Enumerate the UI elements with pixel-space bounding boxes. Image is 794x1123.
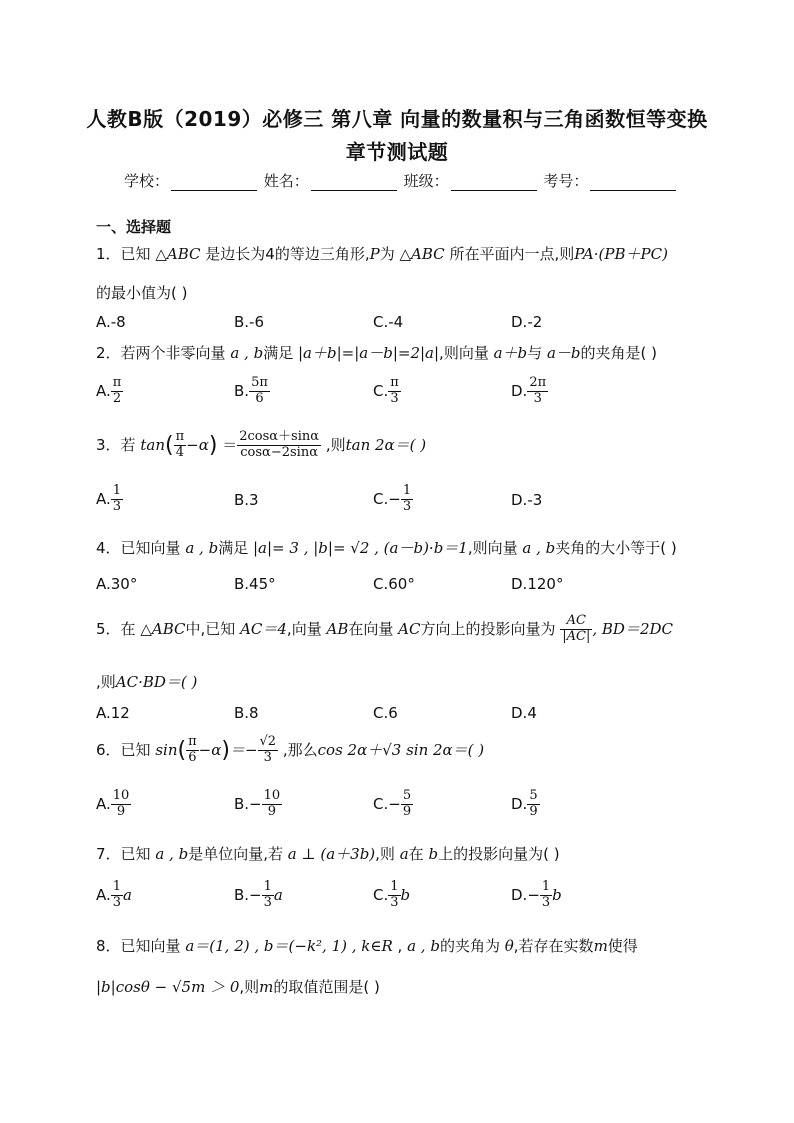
question-text: 是单位向量,若 bbox=[188, 845, 283, 863]
numerator: √2 bbox=[259, 734, 277, 749]
math-var: m bbox=[593, 937, 608, 955]
option-label: A. bbox=[96, 885, 111, 904]
option-c[interactable] bbox=[373, 484, 413, 515]
option-d[interactable]: D.-3 bbox=[511, 491, 543, 509]
option-c[interactable]: C.6 bbox=[373, 704, 398, 722]
question-text: 所在平面内一点,则 bbox=[449, 245, 575, 263]
option-b[interactable] bbox=[234, 376, 270, 407]
math-vector: AC bbox=[398, 619, 421, 638]
fraction bbox=[111, 789, 132, 820]
question-text: ,则向量 bbox=[439, 344, 489, 362]
option-label: D.− bbox=[511, 885, 540, 904]
option-b[interactable]: B.3 bbox=[234, 491, 259, 509]
question-text: 上的投影向量为( ) bbox=[438, 845, 560, 863]
question-text: 已知 bbox=[120, 740, 151, 759]
option-b[interactable] bbox=[234, 789, 282, 820]
option-d[interactable] bbox=[511, 789, 540, 820]
math-text: tan 2α＝( ) bbox=[345, 435, 427, 454]
option-b[interactable]: B.-6 bbox=[234, 313, 265, 331]
math-var: m bbox=[259, 978, 274, 996]
question-8 bbox=[96, 935, 638, 956]
denominator: 3 bbox=[112, 894, 122, 910]
option-c[interactable] bbox=[373, 376, 401, 407]
option-label: D. bbox=[511, 794, 528, 813]
numerator: π bbox=[390, 375, 399, 390]
question-number: 1． bbox=[96, 245, 121, 263]
numerator: 5 bbox=[529, 788, 538, 803]
math-vectors: a , b bbox=[230, 344, 264, 362]
question-6: 6．已知 sin( $\frac{\pi}{6}$ −α)＝− $\frac{√2}{3}$ ,那么cos 2α＋√3 sin 2α＝( ) bbox=[96, 734, 485, 765]
question-text: ,则 bbox=[239, 978, 260, 996]
denominator: 6 bbox=[255, 390, 264, 406]
question-text: 使得 bbox=[607, 937, 638, 955]
denominator: 3 bbox=[541, 894, 551, 910]
fraction bbox=[258, 735, 279, 766]
question-1 bbox=[96, 243, 668, 264]
math-text: −α bbox=[186, 435, 209, 454]
math-expression: |b|cosθ − √5m ＞ 0 bbox=[96, 978, 240, 996]
exam-title-line2: 章节测试题 bbox=[345, 140, 449, 164]
numerator: 1 bbox=[402, 483, 412, 498]
question-8-line2 bbox=[96, 976, 380, 997]
math-vectors: a＝(1, 2) , b＝(−k², 1) , k∈R bbox=[185, 937, 393, 955]
question-number: 5． bbox=[96, 619, 121, 638]
option-label: C. bbox=[373, 885, 389, 904]
math-vector: b bbox=[552, 885, 562, 904]
question-text: ,则 bbox=[96, 673, 116, 691]
question-text: 已知向量 bbox=[120, 539, 181, 557]
denominator: 3 bbox=[263, 749, 272, 765]
question-number: 6． bbox=[96, 740, 121, 759]
denominator: |AC| bbox=[562, 628, 591, 644]
question-number: 8． bbox=[96, 937, 121, 955]
question-number: 3． bbox=[96, 435, 121, 454]
option-c[interactable]: C.-4 bbox=[373, 313, 404, 331]
math-text: −α bbox=[198, 740, 222, 759]
denominator: 3 bbox=[390, 390, 399, 406]
section-title: 一、选择题 bbox=[96, 218, 172, 236]
math-text: ＝− bbox=[229, 740, 258, 759]
question-1-line2: 的最小值为( ) bbox=[96, 284, 188, 302]
number-blank[interactable] bbox=[590, 176, 676, 191]
question-7 bbox=[96, 843, 560, 864]
option-label: A. bbox=[96, 794, 111, 813]
name-blank[interactable] bbox=[311, 176, 397, 191]
math-condition: |a＋b|=|a－b|=2|a| bbox=[298, 344, 440, 362]
math-triangle: △ABC bbox=[155, 245, 201, 263]
fraction bbox=[527, 376, 548, 407]
denominator: 4 bbox=[175, 444, 184, 460]
math-vector: a bbox=[273, 885, 283, 904]
math-vectors: a , b bbox=[407, 937, 440, 955]
fraction bbox=[262, 789, 283, 820]
question-text: 的夹角是( ) bbox=[580, 344, 657, 362]
math-vector: a bbox=[399, 845, 409, 863]
numerator: π bbox=[188, 734, 197, 749]
denominator: 3 bbox=[402, 498, 412, 514]
option-a[interactable]: A.-8 bbox=[96, 313, 126, 331]
option-b[interactable]: B.45° bbox=[234, 575, 276, 593]
question-text: ,则 bbox=[325, 435, 346, 454]
question-text: 与 bbox=[527, 344, 543, 362]
option-d[interactable]: D.120° bbox=[511, 575, 564, 593]
math-func: sin bbox=[155, 740, 178, 759]
math-vectors: a , b bbox=[185, 539, 219, 557]
question-number: 2． bbox=[96, 344, 121, 362]
question-text: 中,已知 bbox=[185, 619, 236, 638]
question-text: 满足 bbox=[218, 539, 249, 557]
math-vectors: a , b bbox=[155, 845, 189, 863]
math-vector: a bbox=[123, 885, 132, 904]
math-func: tan bbox=[140, 435, 165, 454]
number-label: 考号： bbox=[543, 172, 589, 190]
question-text: 夹角的大小等于( ) bbox=[555, 539, 677, 557]
math-vector: b bbox=[400, 885, 411, 904]
fraction bbox=[540, 880, 552, 911]
denominator: 9 bbox=[116, 803, 126, 819]
option-label: A. bbox=[96, 381, 111, 400]
fraction bbox=[527, 789, 539, 820]
fraction bbox=[388, 880, 400, 911]
option-b[interactable]: B.8 bbox=[234, 704, 259, 722]
option-d[interactable]: D.4 bbox=[511, 704, 537, 722]
fraction bbox=[111, 880, 123, 911]
option-a[interactable] bbox=[96, 376, 123, 407]
denominator: 6 bbox=[188, 749, 197, 765]
question-5-line2 bbox=[96, 671, 197, 692]
math-condition: |a|= 3 , |b|= √2 , (a－b)·b＝1 bbox=[253, 539, 468, 557]
student-info-row bbox=[124, 170, 678, 191]
option-label: D. bbox=[511, 381, 528, 400]
math-expression: PA·(PB＋PC) bbox=[574, 245, 668, 263]
question-text: 在向量 bbox=[348, 619, 394, 638]
question-text: ,则向量 bbox=[467, 539, 518, 557]
question-text: 的夹角为 bbox=[439, 937, 500, 955]
fraction bbox=[111, 376, 124, 407]
math-triangle: △ABC bbox=[399, 245, 445, 263]
denominator: 9 bbox=[529, 803, 538, 819]
fraction bbox=[237, 430, 321, 461]
class-label: 班级： bbox=[403, 172, 449, 190]
math-expression: cos 2α＋√3 sin 2α＝( ) bbox=[317, 740, 485, 759]
denominator: 9 bbox=[402, 803, 412, 819]
option-b[interactable] bbox=[234, 880, 283, 911]
option-a[interactable] bbox=[96, 789, 131, 820]
option-c[interactable] bbox=[373, 789, 413, 820]
option-c[interactable] bbox=[373, 880, 410, 911]
option-label: B.− bbox=[234, 794, 262, 813]
math-equation: , BD＝2DC bbox=[592, 619, 673, 638]
numerator: 1 bbox=[541, 879, 551, 894]
math-vector: a＋b bbox=[493, 344, 528, 362]
fraction bbox=[401, 484, 413, 515]
school-blank[interactable] bbox=[171, 176, 257, 191]
option-a[interactable] bbox=[96, 484, 123, 515]
option-label: C.− bbox=[373, 794, 401, 813]
math-vector: b bbox=[428, 845, 439, 863]
option-a[interactable]: A.30° bbox=[96, 575, 138, 593]
option-label: B.− bbox=[234, 885, 262, 904]
math-condition: a ⊥ (a＋3b) bbox=[287, 845, 376, 863]
numerator: 1 bbox=[390, 879, 399, 894]
numerator: 2cosα＋sinα bbox=[239, 429, 320, 444]
denominator: cosα−2sinα bbox=[240, 444, 318, 460]
question-text: 方向上的投影向量为 bbox=[420, 619, 556, 638]
denominator: 3 bbox=[112, 498, 122, 514]
question-text: 已知 bbox=[120, 245, 151, 263]
name-label: 姓名： bbox=[263, 172, 309, 190]
option-a[interactable]: A.12 bbox=[96, 704, 130, 722]
question-number: 4． bbox=[96, 539, 121, 557]
fraction bbox=[186, 735, 199, 766]
fraction bbox=[174, 430, 187, 461]
numerator: π bbox=[112, 375, 122, 390]
question-text: 满足 bbox=[263, 344, 294, 362]
fraction bbox=[249, 376, 270, 407]
question-3: 3．若 tan( $\frac{\pi}{4}$ −α) ＝ $\frac{2\cos\alpha+\sin\alpha}{\cos\alpha-2\sin\alpha}$ ,则tan 2α＝( ) bbox=[96, 429, 427, 460]
question-5 bbox=[96, 614, 673, 645]
class-blank[interactable] bbox=[451, 176, 537, 191]
option-d[interactable] bbox=[511, 880, 562, 911]
exam-title-line1: 人教B版（2019）必修三 第八章 向量的数量积与三角函数恒等变换 bbox=[86, 107, 708, 131]
question-text: 为 bbox=[379, 245, 395, 263]
option-label: A. bbox=[96, 489, 111, 508]
math-equation: AC＝4 bbox=[240, 619, 287, 638]
question-text: 的取值范围是( ) bbox=[273, 978, 380, 996]
numerator: 1 bbox=[112, 483, 122, 498]
numerator: 1 bbox=[112, 879, 122, 894]
denominator: 3 bbox=[263, 894, 272, 910]
math-triangle: △ABC bbox=[140, 619, 186, 638]
question-text: ,向量 bbox=[286, 619, 322, 638]
math-expression: AC·BD＝( ) bbox=[115, 673, 198, 691]
denominator: 9 bbox=[267, 803, 277, 819]
numerator: 5π bbox=[251, 375, 268, 390]
math-var: θ bbox=[504, 937, 514, 955]
question-text: ,若存在实数 bbox=[513, 937, 594, 955]
question-text: 在 bbox=[120, 619, 136, 638]
option-d[interactable]: D.-2 bbox=[511, 313, 543, 331]
math-vector: AB bbox=[326, 619, 349, 638]
question-text: ,那么 bbox=[282, 740, 318, 759]
question-text: ,则 bbox=[375, 845, 395, 863]
fraction bbox=[262, 880, 274, 911]
numerator: 10 bbox=[263, 788, 281, 803]
denominator: 3 bbox=[390, 894, 399, 910]
option-label: C.− bbox=[373, 489, 401, 508]
question-text: 已知 bbox=[120, 845, 151, 863]
fraction bbox=[560, 614, 592, 645]
numerator: AC bbox=[560, 614, 592, 630]
question-text: 是边长为4的等边三角形, bbox=[205, 245, 370, 263]
question-4 bbox=[96, 537, 677, 558]
question-2 bbox=[96, 342, 657, 363]
option-label: C. bbox=[373, 381, 389, 400]
numerator: 10 bbox=[112, 788, 130, 803]
math-vectors: a , b bbox=[522, 539, 556, 557]
math-vector: a－b bbox=[546, 344, 581, 362]
option-c[interactable]: C.60° bbox=[373, 575, 415, 593]
school-label: 学校： bbox=[124, 172, 170, 190]
option-d[interactable] bbox=[511, 376, 548, 407]
option-label: B. bbox=[234, 381, 250, 400]
question-text: 在 bbox=[408, 845, 424, 863]
denominator: 2 bbox=[112, 390, 122, 406]
numerator: π bbox=[175, 429, 185, 444]
question-number: 7． bbox=[96, 845, 121, 863]
question-text: 已知向量 bbox=[120, 937, 181, 955]
numerator: 5 bbox=[402, 788, 412, 803]
question-text: , bbox=[392, 937, 408, 955]
question-text: 若两个非零向量 bbox=[120, 344, 226, 362]
fraction bbox=[111, 484, 123, 515]
denominator: 3 bbox=[533, 390, 542, 406]
math-var: P bbox=[369, 245, 380, 263]
numerator: 1 bbox=[263, 879, 272, 894]
fraction bbox=[388, 376, 401, 407]
question-text: 若 bbox=[120, 435, 136, 454]
option-a[interactable] bbox=[96, 880, 132, 911]
numerator: 2π bbox=[529, 375, 547, 390]
fraction bbox=[401, 789, 413, 820]
